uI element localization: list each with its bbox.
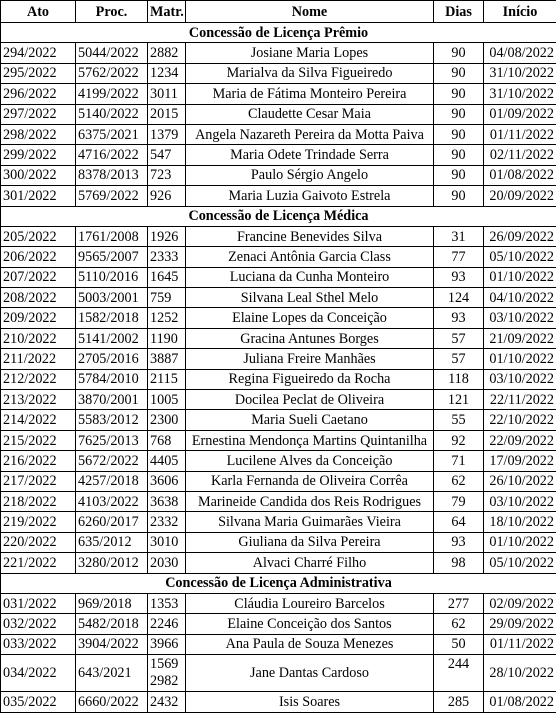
cell-matr: 1379 — [148, 124, 186, 144]
cell-inicio: 29/09/2022 — [484, 614, 556, 634]
cell-proc: 8378/2013 — [76, 165, 148, 185]
cell-nome: Ana Paula de Souza Menezes — [186, 634, 434, 654]
cell-dias: 57 — [434, 349, 484, 369]
cell-dias: 90 — [434, 84, 484, 104]
table-row — [1, 186, 556, 206]
table-row — [1, 43, 556, 63]
cell-nome: Claudette Cesar Maia — [186, 104, 434, 124]
cell-matr: 3011 — [148, 84, 186, 104]
table-row — [1, 267, 556, 287]
cell-ato: 300/2022 — [1, 165, 76, 185]
cell-ato: 216/2022 — [1, 451, 76, 471]
cell-proc: 643/2021 — [76, 655, 148, 692]
cell-proc: 6260/2017 — [76, 512, 148, 532]
table-row — [1, 430, 556, 450]
cell-nome: Marialva da Silva Figueiredo — [186, 63, 434, 83]
cell-ato: 033/2022 — [1, 634, 76, 654]
cell-proc: 2705/2016 — [76, 349, 148, 369]
cell-inicio: 18/10/2022 — [484, 512, 556, 532]
cell-matr: 2332 — [148, 512, 186, 532]
cell-dias: 90 — [434, 124, 484, 144]
cell-dias: 62 — [434, 471, 484, 491]
cell-nome: Lucilene Alves da Conceição — [186, 451, 434, 471]
cell-matr: 4405 — [148, 451, 186, 471]
cell-matr: 926 — [148, 186, 186, 206]
cell-proc: 4199/2022 — [76, 84, 148, 104]
cell-proc: 5769/2022 — [76, 186, 148, 206]
cell-ato: 034/2022 — [1, 655, 76, 692]
cell-matr: 1645 — [148, 267, 186, 287]
table-row — [1, 390, 556, 410]
section-header-row — [1, 573, 556, 593]
cell-dias: 62 — [434, 614, 484, 634]
header-row — [1, 1, 556, 23]
cell-nome: Maria de Fátima Monteiro Pereira — [186, 84, 434, 104]
cell-ato: 209/2022 — [1, 308, 76, 328]
cell-inicio: 26/09/2022 — [484, 226, 556, 246]
cell-dias: 93 — [434, 308, 484, 328]
cell-nome: Juliana Freire Manhães — [186, 349, 434, 369]
cell-matr: 3887 — [148, 349, 186, 369]
table-row — [1, 247, 556, 267]
cell-inicio: 17/09/2022 — [484, 451, 556, 471]
cell-nome: Ernestina Mendonça Martins Quintanilha — [186, 430, 434, 450]
table-row — [1, 226, 556, 246]
cell-dias: 31 — [434, 226, 484, 246]
cell-dias: 71 — [434, 451, 484, 471]
cell-matr: 723 — [148, 165, 186, 185]
cell-inicio: 03/10/2022 — [484, 491, 556, 511]
cell-proc: 5784/2010 — [76, 369, 148, 389]
cell-dias: 90 — [434, 43, 484, 63]
table-row — [1, 512, 556, 532]
cell-matr: 2246 — [148, 614, 186, 634]
cell-ato: 301/2022 — [1, 186, 76, 206]
cell-ato: 210/2022 — [1, 328, 76, 348]
cell-matr: 3606 — [148, 471, 186, 491]
cell-dias: 98 — [434, 553, 484, 573]
cell-inicio: 04/10/2022 — [484, 288, 556, 308]
cell-nome: Marineide Candida dos Reis Rodrigues — [186, 491, 434, 511]
table-row — [1, 349, 556, 369]
cell-ato: 221/2022 — [1, 553, 76, 573]
table-row — [1, 655, 556, 692]
cell-proc: 5140/2022 — [76, 104, 148, 124]
cell-dias: 121 — [434, 390, 484, 410]
cell-inicio: 03/10/2022 — [484, 369, 556, 389]
cell-ato: 031/2022 — [1, 593, 76, 613]
cell-ato: 220/2022 — [1, 532, 76, 552]
cell-proc: 3904/2022 — [76, 634, 148, 654]
cell-matr: 547 — [148, 145, 186, 165]
cell-nome: Alvaci Charré Filho — [186, 553, 434, 573]
cell-ato: 294/2022 — [1, 43, 76, 63]
cell-nome: Isis Soares — [186, 692, 434, 712]
cell-dias: 285 — [434, 692, 484, 712]
cell-proc: 4716/2022 — [76, 145, 148, 165]
cell-inicio: 31/10/2022 — [484, 63, 556, 83]
cell-nome: Elaine Lopes da Conceição — [186, 308, 434, 328]
cell-dias: 92 — [434, 430, 484, 450]
cell-proc: 4257/2018 — [76, 471, 148, 491]
cell-nome: Jane Dantas Cardoso — [186, 655, 434, 692]
table-row — [1, 328, 556, 348]
cell-nome: Silvana Leal Sthel Melo — [186, 288, 434, 308]
cell-proc: 6660/2022 — [76, 692, 148, 712]
cell-dias: 124 — [434, 288, 484, 308]
cell-ato: 298/2022 — [1, 124, 76, 144]
cell-dias: 118 — [434, 369, 484, 389]
cell-inicio: 01/11/2022 — [484, 634, 556, 654]
cell-dias: 57 — [434, 328, 484, 348]
cell-matr: 3638 — [148, 491, 186, 511]
table-row — [1, 593, 556, 613]
cell-matr — [148, 655, 186, 692]
cell-ato: 035/2022 — [1, 692, 76, 712]
cell-inicio: 31/10/2022 — [484, 84, 556, 104]
cell-inicio: 05/10/2022 — [484, 553, 556, 573]
cell-inicio: 02/11/2022 — [484, 145, 556, 165]
table-row — [1, 288, 556, 308]
cell-nome: Docilea Peclat de Oliveira — [186, 390, 434, 410]
cell-nome: Cláudia Loureiro Barcelos — [186, 593, 434, 613]
cell-matr: 3010 — [148, 532, 186, 552]
cell-dias: 93 — [434, 267, 484, 287]
table-row — [1, 84, 556, 104]
cell-matr-line-1: 1569 — [150, 656, 183, 673]
cell-matr: 3966 — [148, 634, 186, 654]
cell-inicio: 01/09/2022 — [484, 104, 556, 124]
cell-inicio: 01/08/2022 — [484, 165, 556, 185]
cell-nome: Regina Figueiredo da Rocha — [186, 369, 434, 389]
cell-nome: Francine Benevides Silva — [186, 226, 434, 246]
table-row — [1, 634, 556, 654]
cell-matr: 1005 — [148, 390, 186, 410]
col-header-inicio: Início — [484, 1, 556, 23]
col-header-dias: Dias — [434, 1, 484, 23]
cell-nome: Luciana da Cunha Monteiro — [186, 267, 434, 287]
cell-dias: 244 — [434, 655, 484, 692]
table-row — [1, 165, 556, 185]
cell-proc: 9565/2007 — [76, 247, 148, 267]
cell-proc: 969/2018 — [76, 593, 148, 613]
cell-dias: 277 — [434, 593, 484, 613]
cell-nome: Maria Luzia Gaivoto Estrela — [186, 186, 434, 206]
cell-nome: Zenaci Antônia Garcia Class — [186, 247, 434, 267]
section-header-row — [1, 206, 556, 226]
cell-matr: 1190 — [148, 328, 186, 348]
cell-dias: 90 — [434, 63, 484, 83]
cell-matr: 2300 — [148, 410, 186, 430]
cell-dias: 77 — [434, 247, 484, 267]
section-header-row — [1, 23, 556, 43]
cell-matr: 2115 — [148, 369, 186, 389]
table-row — [1, 124, 556, 144]
cell-matr: 768 — [148, 430, 186, 450]
cell-matr: 1353 — [148, 593, 186, 613]
cell-nome: Silvana Maria Guimarães Vieira — [186, 512, 434, 532]
cell-matr: 2432 — [148, 692, 186, 712]
cell-proc: 5482/2018 — [76, 614, 148, 634]
cell-inicio: 01/10/2022 — [484, 267, 556, 287]
table-row — [1, 491, 556, 511]
cell-ato: 219/2022 — [1, 512, 76, 532]
cell-proc: 5762/2022 — [76, 63, 148, 83]
table-row — [1, 308, 556, 328]
cell-nome: Karla Fernanda de Oliveira Corrêa — [186, 471, 434, 491]
cell-inicio: 28/10/2022 — [484, 655, 556, 692]
cell-matr: 2015 — [148, 104, 186, 124]
cell-proc: 5141/2002 — [76, 328, 148, 348]
cell-inicio: 04/08/2022 — [484, 43, 556, 63]
cell-proc: 4103/2022 — [76, 491, 148, 511]
cell-inicio: 01/10/2022 — [484, 532, 556, 552]
cell-ato: 217/2022 — [1, 471, 76, 491]
cell-proc: 635/2012 — [76, 532, 148, 552]
table-row — [1, 532, 556, 552]
cell-dias: 50 — [434, 634, 484, 654]
col-header-ato: Ato — [1, 1, 76, 23]
cell-inicio: 05/10/2022 — [484, 247, 556, 267]
cell-dias: 90 — [434, 165, 484, 185]
cell-proc: 1582/2018 — [76, 308, 148, 328]
table-row — [1, 145, 556, 165]
cell-proc: 3280/2012 — [76, 553, 148, 573]
table-row — [1, 63, 556, 83]
cell-nome: Angela Nazareth Pereira da Motta Paiva — [186, 124, 434, 144]
cell-dias: 79 — [434, 491, 484, 511]
cell-proc: 1761/2008 — [76, 226, 148, 246]
cell-proc: 5672/2022 — [76, 451, 148, 471]
cell-nome: Giuliana da Silva Pereira — [186, 532, 434, 552]
cell-nome: Gracina Antunes Borges — [186, 328, 434, 348]
cell-inicio: 26/10/2022 — [484, 471, 556, 491]
table-row — [1, 553, 556, 573]
cell-proc: 5583/2012 — [76, 410, 148, 430]
cell-ato: 215/2022 — [1, 430, 76, 450]
cell-dias: 93 — [434, 532, 484, 552]
cell-nome: Paulo Sérgio Angelo — [186, 165, 434, 185]
cell-ato: 299/2022 — [1, 145, 76, 165]
cell-inicio: 02/09/2022 — [484, 593, 556, 613]
section-title: Concessão de Licença Médica — [1, 206, 556, 226]
table-row — [1, 104, 556, 124]
table-row — [1, 451, 556, 471]
cell-ato: 205/2022 — [1, 226, 76, 246]
cell-inicio: 22/11/2022 — [484, 390, 556, 410]
cell-proc: 7625/2013 — [76, 430, 148, 450]
cell-ato: 212/2022 — [1, 369, 76, 389]
cell-inicio: 20/09/2022 — [484, 186, 556, 206]
section-title: Concessão de Licença Administrativa — [1, 573, 556, 593]
cell-matr: 1926 — [148, 226, 186, 246]
cell-proc: 5003/2001 — [76, 288, 148, 308]
cell-proc: 6375/2021 — [76, 124, 148, 144]
cell-dias: 64 — [434, 512, 484, 532]
cell-inicio: 21/09/2022 — [484, 328, 556, 348]
col-header-proc: Proc. — [76, 1, 148, 23]
cell-ato: 208/2022 — [1, 288, 76, 308]
table-row — [1, 369, 556, 389]
cell-ato: 218/2022 — [1, 491, 76, 511]
cell-dias: 90 — [434, 186, 484, 206]
col-header-nome: Nome — [186, 1, 434, 23]
table-row — [1, 471, 556, 491]
cell-inicio: 22/09/2022 — [484, 430, 556, 450]
cell-matr: 2333 — [148, 247, 186, 267]
cell-proc: 5044/2022 — [76, 43, 148, 63]
cell-ato: 206/2022 — [1, 247, 76, 267]
cell-inicio: 01/11/2022 — [484, 124, 556, 144]
cell-ato: 296/2022 — [1, 84, 76, 104]
col-header-matr: Matr. — [148, 1, 186, 23]
cell-inicio: 22/10/2022 — [484, 410, 556, 430]
cell-ato: 295/2022 — [1, 63, 76, 83]
cell-dias: 90 — [434, 145, 484, 165]
cell-ato: 214/2022 — [1, 410, 76, 430]
cell-matr: 759 — [148, 288, 186, 308]
table-row — [1, 692, 556, 712]
cell-matr: 1234 — [148, 63, 186, 83]
cell-ato: 211/2022 — [1, 349, 76, 369]
cell-inicio: 01/10/2022 — [484, 349, 556, 369]
cell-inicio: 01/08/2022 — [484, 692, 556, 712]
cell-matr: 2882 — [148, 43, 186, 63]
cell-ato: 207/2022 — [1, 267, 76, 287]
cell-nome: Maria Odete Trindade Serra — [186, 145, 434, 165]
cell-inicio: 03/10/2022 — [484, 308, 556, 328]
table-body — [1, 23, 556, 713]
cell-ato: 297/2022 — [1, 104, 76, 124]
section-title: Concessão de Licença Prêmio — [1, 23, 556, 43]
cell-matr: 2030 — [148, 553, 186, 573]
cell-proc: 3870/2001 — [76, 390, 148, 410]
cell-nome: Elaine Conceição dos Santos — [186, 614, 434, 634]
cell-matr: 1252 — [148, 308, 186, 328]
cell-dias: 55 — [434, 410, 484, 430]
table-row — [1, 614, 556, 634]
cell-dias: 90 — [434, 104, 484, 124]
cell-nome: Josiane Maria Lopes — [186, 43, 434, 63]
cell-proc: 5110/2016 — [76, 267, 148, 287]
table-row — [1, 410, 556, 430]
cell-matr-line-2: 2982 — [150, 673, 183, 690]
cell-nome: Maria Sueli Caetano — [186, 410, 434, 430]
cell-ato: 032/2022 — [1, 614, 76, 634]
cell-ato: 213/2022 — [1, 390, 76, 410]
